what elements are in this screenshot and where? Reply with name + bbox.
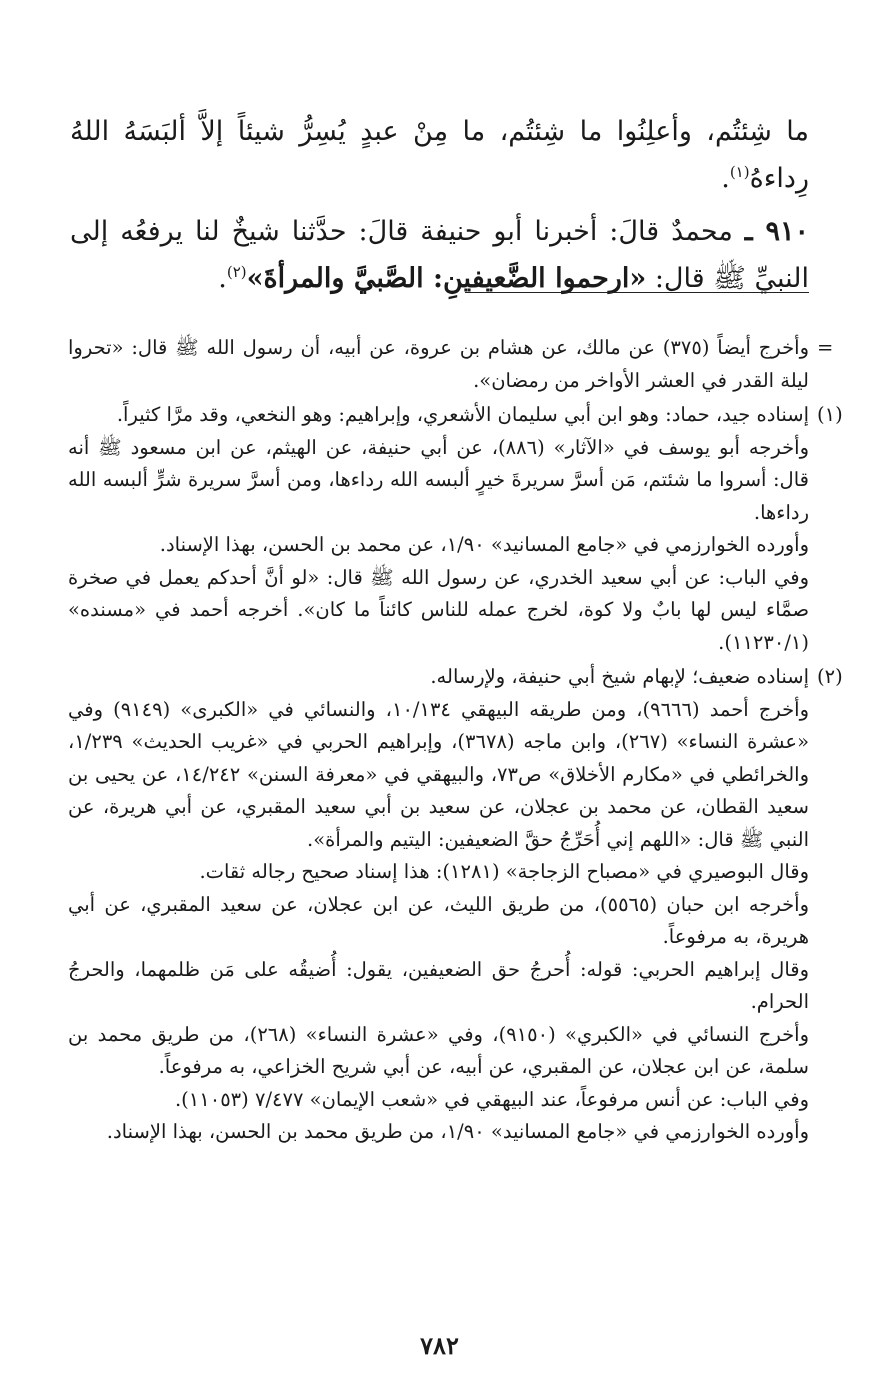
footnote-paragraph: وفي الباب: عن أبي سعيد الخدري، عن رسول الله ﷺ قال: «لو أنَّ أحدكم يعمل في صخرة صمَّاء ليس لها بابٌ ولا كوة، لخرج عمله للناس كائناً ما كان». أخرجه أحمد في «مسنده» (١١٢٣٠/١). bbox=[68, 565, 809, 654]
main-paragraph-2-end: . bbox=[218, 263, 227, 294]
footnote-paragraph: وأخرج أيضاً (٣٧٥) عن مالك، عن هشام بن عروة، عن أبيه، أن رسول الله ﷺ قال: «تحروا ليلة القدر في العشر الأواخر من رمضان». bbox=[68, 336, 810, 392]
footnote-paragraph: إسناده ضعيف؛ لإبهام شيخ أبي حنيفة، ولإرساله. bbox=[430, 665, 809, 688]
footnote-paragraph: إسناده جيد، حماد: وهو ابن أبي سليمان الأشعري، وإبراهيم: وهو النخعي، وقد مرَّا كثيراً. bbox=[116, 403, 809, 426]
footnote-paragraph: وأخرجه أبو يوسف في «الآثار» (٨٨٦)، عن أبي حنيفة، عن الهيثم، عن ابن مسعود ﷺ أنه قال: أسروا ما شئتم، مَن أسرَّ سريرةَ خيرٍ ألبسه الله رداءها، ومن أسرَّ سريرة شرٍّ ألبسه الله رداءها. bbox=[68, 435, 809, 524]
main-paragraph-1-end: . bbox=[721, 163, 730, 194]
footnote-paragraph: وقال البوصيري في «مصباح الزجاجة» (١٢٨١): هذا إسناد صحيح رجاله ثقات. bbox=[199, 860, 809, 883]
footnote-2 bbox=[68, 661, 843, 1149]
hadith-quote: «ارحموا الضَّعيفينِ: الصَّبيَّ والمرأةَ» bbox=[246, 263, 647, 294]
footnote-paragraph: وأورده الخوارزمي في «جامع المسانيد» ١/٩٠، عن محمد بن الحسن، بهذا الإسناد. bbox=[159, 533, 809, 556]
footnote-paragraph: وأخرج أحمد (٩٦٦٦)، ومن طريقه البيهقي ١٠/١٣٤، والنسائي في «الكبرى» (٩١٤٩) وفي «عشرة النساء» (٢٦٧)، وابن ماجه (٣٦٧٨)، وإبراهيم الحربي في «غريب الحديث» ١/٢٣٩، والخرائطي في «مكارم الأخلاق» ص٧٣، والبيهقي في «معرفة السنن» ١٤/٢٤٢، عن يحيى بن سعيد القطان، عن محمد بن عجلان، عن سعيد بن أبي سعيد المقبري، عن أبي هريرة، عن النبي ﷺ قال: «اللهم إني أُحَرِّجُ حقَّ الضعيفين: اليتيم والمرأة». bbox=[68, 697, 809, 851]
footnote-continuation bbox=[68, 332, 834, 397]
footnote-paragraph: وأخرجه ابن حبان (٥٥٦٥)، من طريق الليث، عن ابن عجلان، عن سعيد المقبري، عن أبي هريرة، به مرفوعاً. bbox=[68, 892, 809, 948]
main-paragraph-2 bbox=[70, 208, 809, 302]
footnote-marker: = bbox=[817, 336, 834, 359]
footnote-paragraph: وأورده الخوارزمي في «جامع المسانيد» ١/٩٠، من طريق محمد بن الحسن، بهذا الإسناد. bbox=[106, 1120, 809, 1143]
footnote-separator bbox=[465, 292, 809, 293]
footnote-marker: (١) bbox=[817, 403, 843, 426]
main-paragraph-1-text: ما شِئتُم، وأعلِنُوا ما شِئتُم، ما مِنْ عبدٍ يُسِرُّ شيئاً إلاَّ ألبَسَهُ اللهُ رِداءهُ bbox=[70, 116, 809, 194]
footnote-paragraph: وأخرج النسائي في «الكبري» (٩١٥٠)، وفي «عشرة النساء» (٢٦٨)، من طريق محمد بن سلمة، عن ابن عجلان، عن المقبري، عن أبيه، عن أبي شريح الخزاعي، به مرفوعاً. bbox=[68, 1022, 809, 1078]
main-text bbox=[70, 108, 809, 308]
footnote-ref-2[interactable]: (٢) bbox=[226, 263, 247, 281]
page-number: ٧٨٢ bbox=[420, 1331, 459, 1360]
footnote-1 bbox=[68, 399, 843, 659]
footnote-paragraph: وقال إبراهيم الحربي: قوله: أُحرجُ حق الضعيفين، يقول: أُضيقُه على مَن ظلمهما، والحرجُ الحرام. bbox=[68, 957, 809, 1013]
main-paragraph-2-text: محمدٌ قالَ: أخبرنا أبو حنيفة قالَ: حدَّثنا شيخٌ لنا يرفعُه إلى النبيِّ ﷺ قال: bbox=[70, 216, 809, 294]
footnote-paragraph: وفي الباب: عن أنس مرفوعاً، عند البيهقي في «شعب الإيمان» ٧/٤٧٧ (١١٠٥٣). bbox=[174, 1087, 809, 1111]
footnote-ref-1[interactable]: (١) bbox=[729, 163, 750, 181]
main-paragraph-1 bbox=[70, 108, 809, 202]
footnote-marker: (٢) bbox=[817, 665, 843, 688]
footnotes bbox=[68, 332, 843, 1151]
hadith-number: ٩١٠ ـ bbox=[744, 216, 810, 247]
